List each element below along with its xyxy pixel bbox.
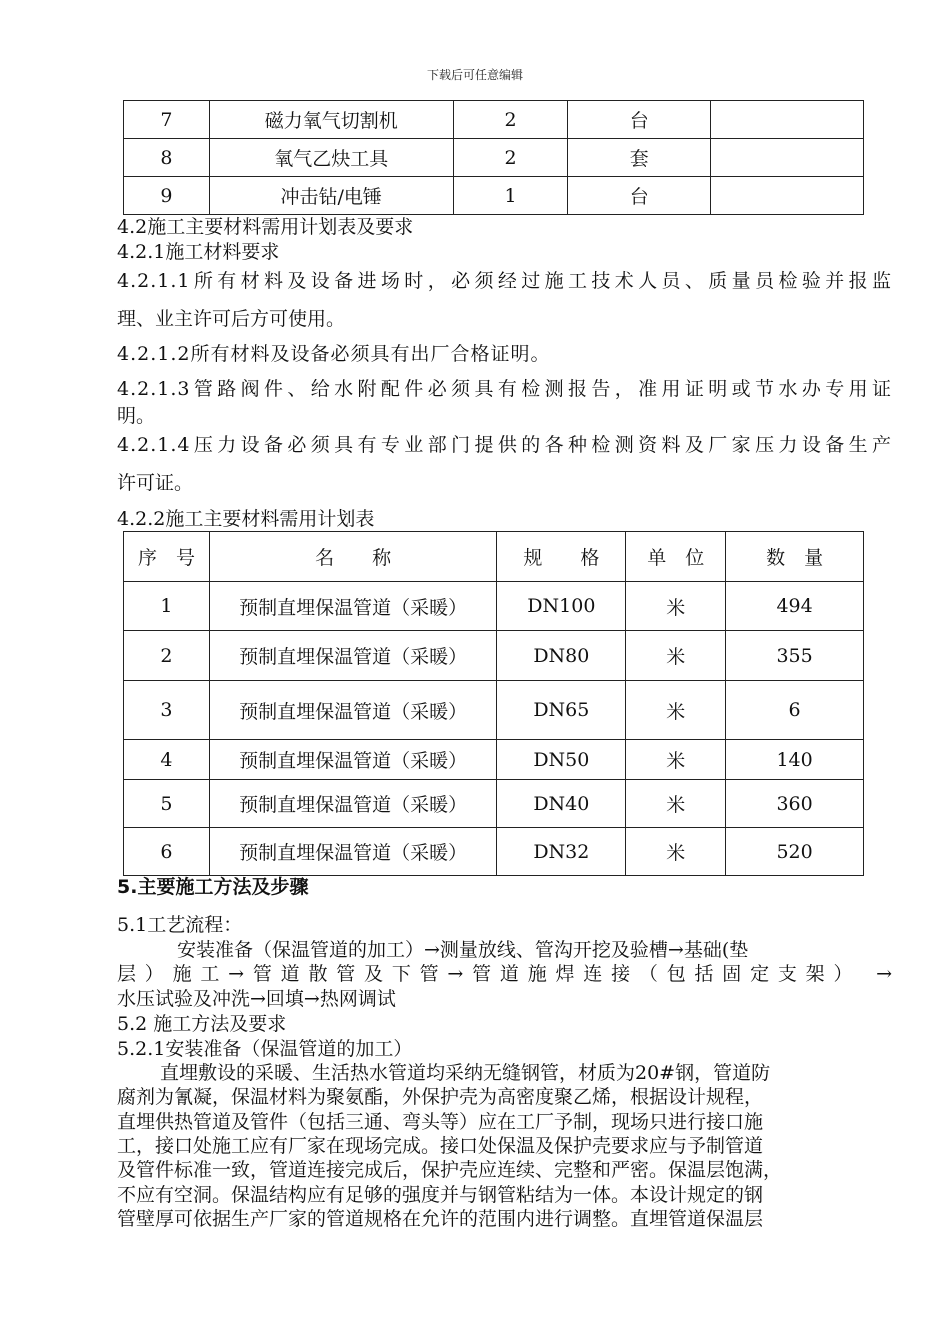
- column-header: 序 号: [124, 532, 210, 582]
- column-header: 名 称: [209, 532, 497, 582]
- table-cell: [711, 177, 864, 215]
- table-cell: [711, 101, 864, 139]
- table-cell: DN40: [497, 780, 626, 828]
- paragraph-line: 4.2.1.4压力设备必须具有专业部门提供的各种检测资料及厂家压力设备生产: [117, 434, 892, 456]
- table-cell: 2: [453, 139, 568, 177]
- table-cell: 米: [626, 681, 726, 740]
- table-row: [124, 681, 864, 740]
- paragraph-line: 不应有空洞。保温结构应有足够的强度并与钢管粘结为一体。本设计规定的钢: [117, 1184, 764, 1206]
- table-cell: DN80: [497, 631, 626, 681]
- table-cell: 台: [568, 101, 711, 139]
- table-cell: 8: [124, 139, 210, 177]
- table-cell: 预制直埋保温管道（采暖）: [209, 780, 497, 828]
- materials-table: [123, 531, 864, 876]
- table-cell: 520: [726, 828, 864, 876]
- table-cell: 套: [568, 139, 711, 177]
- table-cell: 9: [124, 177, 210, 215]
- table-cell: 米: [626, 740, 726, 780]
- table-cell: DN65: [497, 681, 626, 740]
- table-row: [124, 582, 864, 631]
- equipment-table: [123, 100, 864, 215]
- table-cell: 2: [453, 101, 568, 139]
- table-cell: 预制直埋保温管道（采暖）: [209, 681, 497, 740]
- table-row: [124, 828, 864, 876]
- sub-heading: 5.1工艺流程：: [117, 914, 243, 936]
- table-cell: 冲击钻/电锤: [209, 177, 453, 215]
- sub-heading: 5.2.1安装准备（保温管道的加工）: [117, 1038, 413, 1060]
- table-row: [124, 139, 864, 177]
- paragraph-line: 4.2.1.3管路阀件、给水附配件必须具有检测报告，准用证明或节水办专用证: [117, 378, 892, 400]
- paragraph-line: 及管件标准一致，管道连接完成后，保护壳应连续、完整和严密。保温层饱满，: [117, 1159, 783, 1181]
- table-cell: 494: [726, 582, 864, 631]
- table-cell: 1: [124, 582, 210, 631]
- table-cell: 4: [124, 740, 210, 780]
- table-cell: 6: [726, 681, 864, 740]
- flow-line: 层）施工→管道散管及下管→管道施焊连接（包括固定支架） →: [117, 963, 892, 985]
- flow-line: 安装准备（保温管道的加工）→测量放线、管沟开挖及验槽→基础(垫: [177, 939, 749, 961]
- section-heading: 4.2施工主要材料需用计划表及要求: [117, 216, 414, 238]
- table-cell: 6: [124, 828, 210, 876]
- column-header: 数 量: [726, 532, 864, 582]
- table-cell: 米: [626, 780, 726, 828]
- table-cell: 预制直埋保温管道（采暖）: [209, 582, 497, 631]
- sub-heading: 5.2 施工方法及要求: [117, 1013, 287, 1035]
- table-row: [124, 101, 864, 139]
- paragraph-line: 4.2.1.1所有材料及设备进场时，必须经过施工技术人员、质量员检验并报监: [117, 270, 892, 292]
- table-header-row: [124, 532, 864, 582]
- page-header-watermark: 下载后可任意编辑: [426, 68, 523, 82]
- table-cell: 氧气乙炔工具: [209, 139, 453, 177]
- table-cell: 7: [124, 101, 210, 139]
- column-header: 规 格: [497, 532, 626, 582]
- section-heading: 5.主要施工方法及步骤: [117, 876, 309, 898]
- table-cell: 预制直埋保温管道（采暖）: [209, 740, 497, 780]
- table-cell: 140: [726, 740, 864, 780]
- table-cell: 米: [626, 631, 726, 681]
- column-header: 单 位: [626, 532, 726, 582]
- table-row: [124, 780, 864, 828]
- table-row: [124, 631, 864, 681]
- paragraph-line: 许可证。: [117, 472, 194, 494]
- paragraph-line: 4.2.1.2所有材料及设备必须具有出厂合格证明。: [117, 343, 551, 365]
- table-cell: 360: [726, 780, 864, 828]
- paragraph-line: 管壁厚可依据生产厂家的管道规格在允许的范围内进行调整。直埋管道保温层: [117, 1208, 764, 1230]
- flow-line: 水压试验及冲洗→回填→热网调试: [117, 988, 396, 1010]
- table-cell: 台: [568, 177, 711, 215]
- table-cell: 预制直埋保温管道（采暖）: [209, 828, 497, 876]
- paragraph-line: 直埋敷设的采暖、生活热水管道均采纳无缝钢管，材质为20#钢，管道防: [160, 1062, 771, 1084]
- table-cell: 米: [626, 582, 726, 631]
- table-row: [124, 177, 864, 215]
- table-cell: [711, 139, 864, 177]
- table-cell: 355: [726, 631, 864, 681]
- paragraph-line: 腐剂为氰凝，保温材料为聚氨酯，外保护壳为高密度聚乙烯，根据设计规程，: [117, 1086, 764, 1108]
- paragraph-line: 工，接口处施工应有厂家在现场完成。接口处保温及保护壳要求应与予制管道: [117, 1135, 764, 1157]
- sub-heading: 4.2.1施工材料要求: [117, 241, 280, 263]
- table-cell: 3: [124, 681, 210, 740]
- table-cell: DN50: [497, 740, 626, 780]
- table-row: [124, 740, 864, 780]
- table-cell: DN32: [497, 828, 626, 876]
- table-cell: 预制直埋保温管道（采暖）: [209, 631, 497, 681]
- paragraph-line: 直埋供热管道及管件（包括三通、弯头等）应在工厂予制，现场只进行接口施: [117, 1111, 764, 1133]
- sub-heading: 4.2.2施工主要材料需用计划表: [117, 508, 375, 530]
- paragraph-line: 理、业主许可后方可使用。: [117, 308, 346, 330]
- table-cell: 1: [453, 177, 568, 215]
- table-cell: 5: [124, 780, 210, 828]
- table-cell: 2: [124, 631, 210, 681]
- table-cell: 磁力氧气切割机: [209, 101, 453, 139]
- table-cell: 米: [626, 828, 726, 876]
- table-cell: DN100: [497, 582, 626, 631]
- paragraph-line: 明。: [117, 405, 156, 427]
